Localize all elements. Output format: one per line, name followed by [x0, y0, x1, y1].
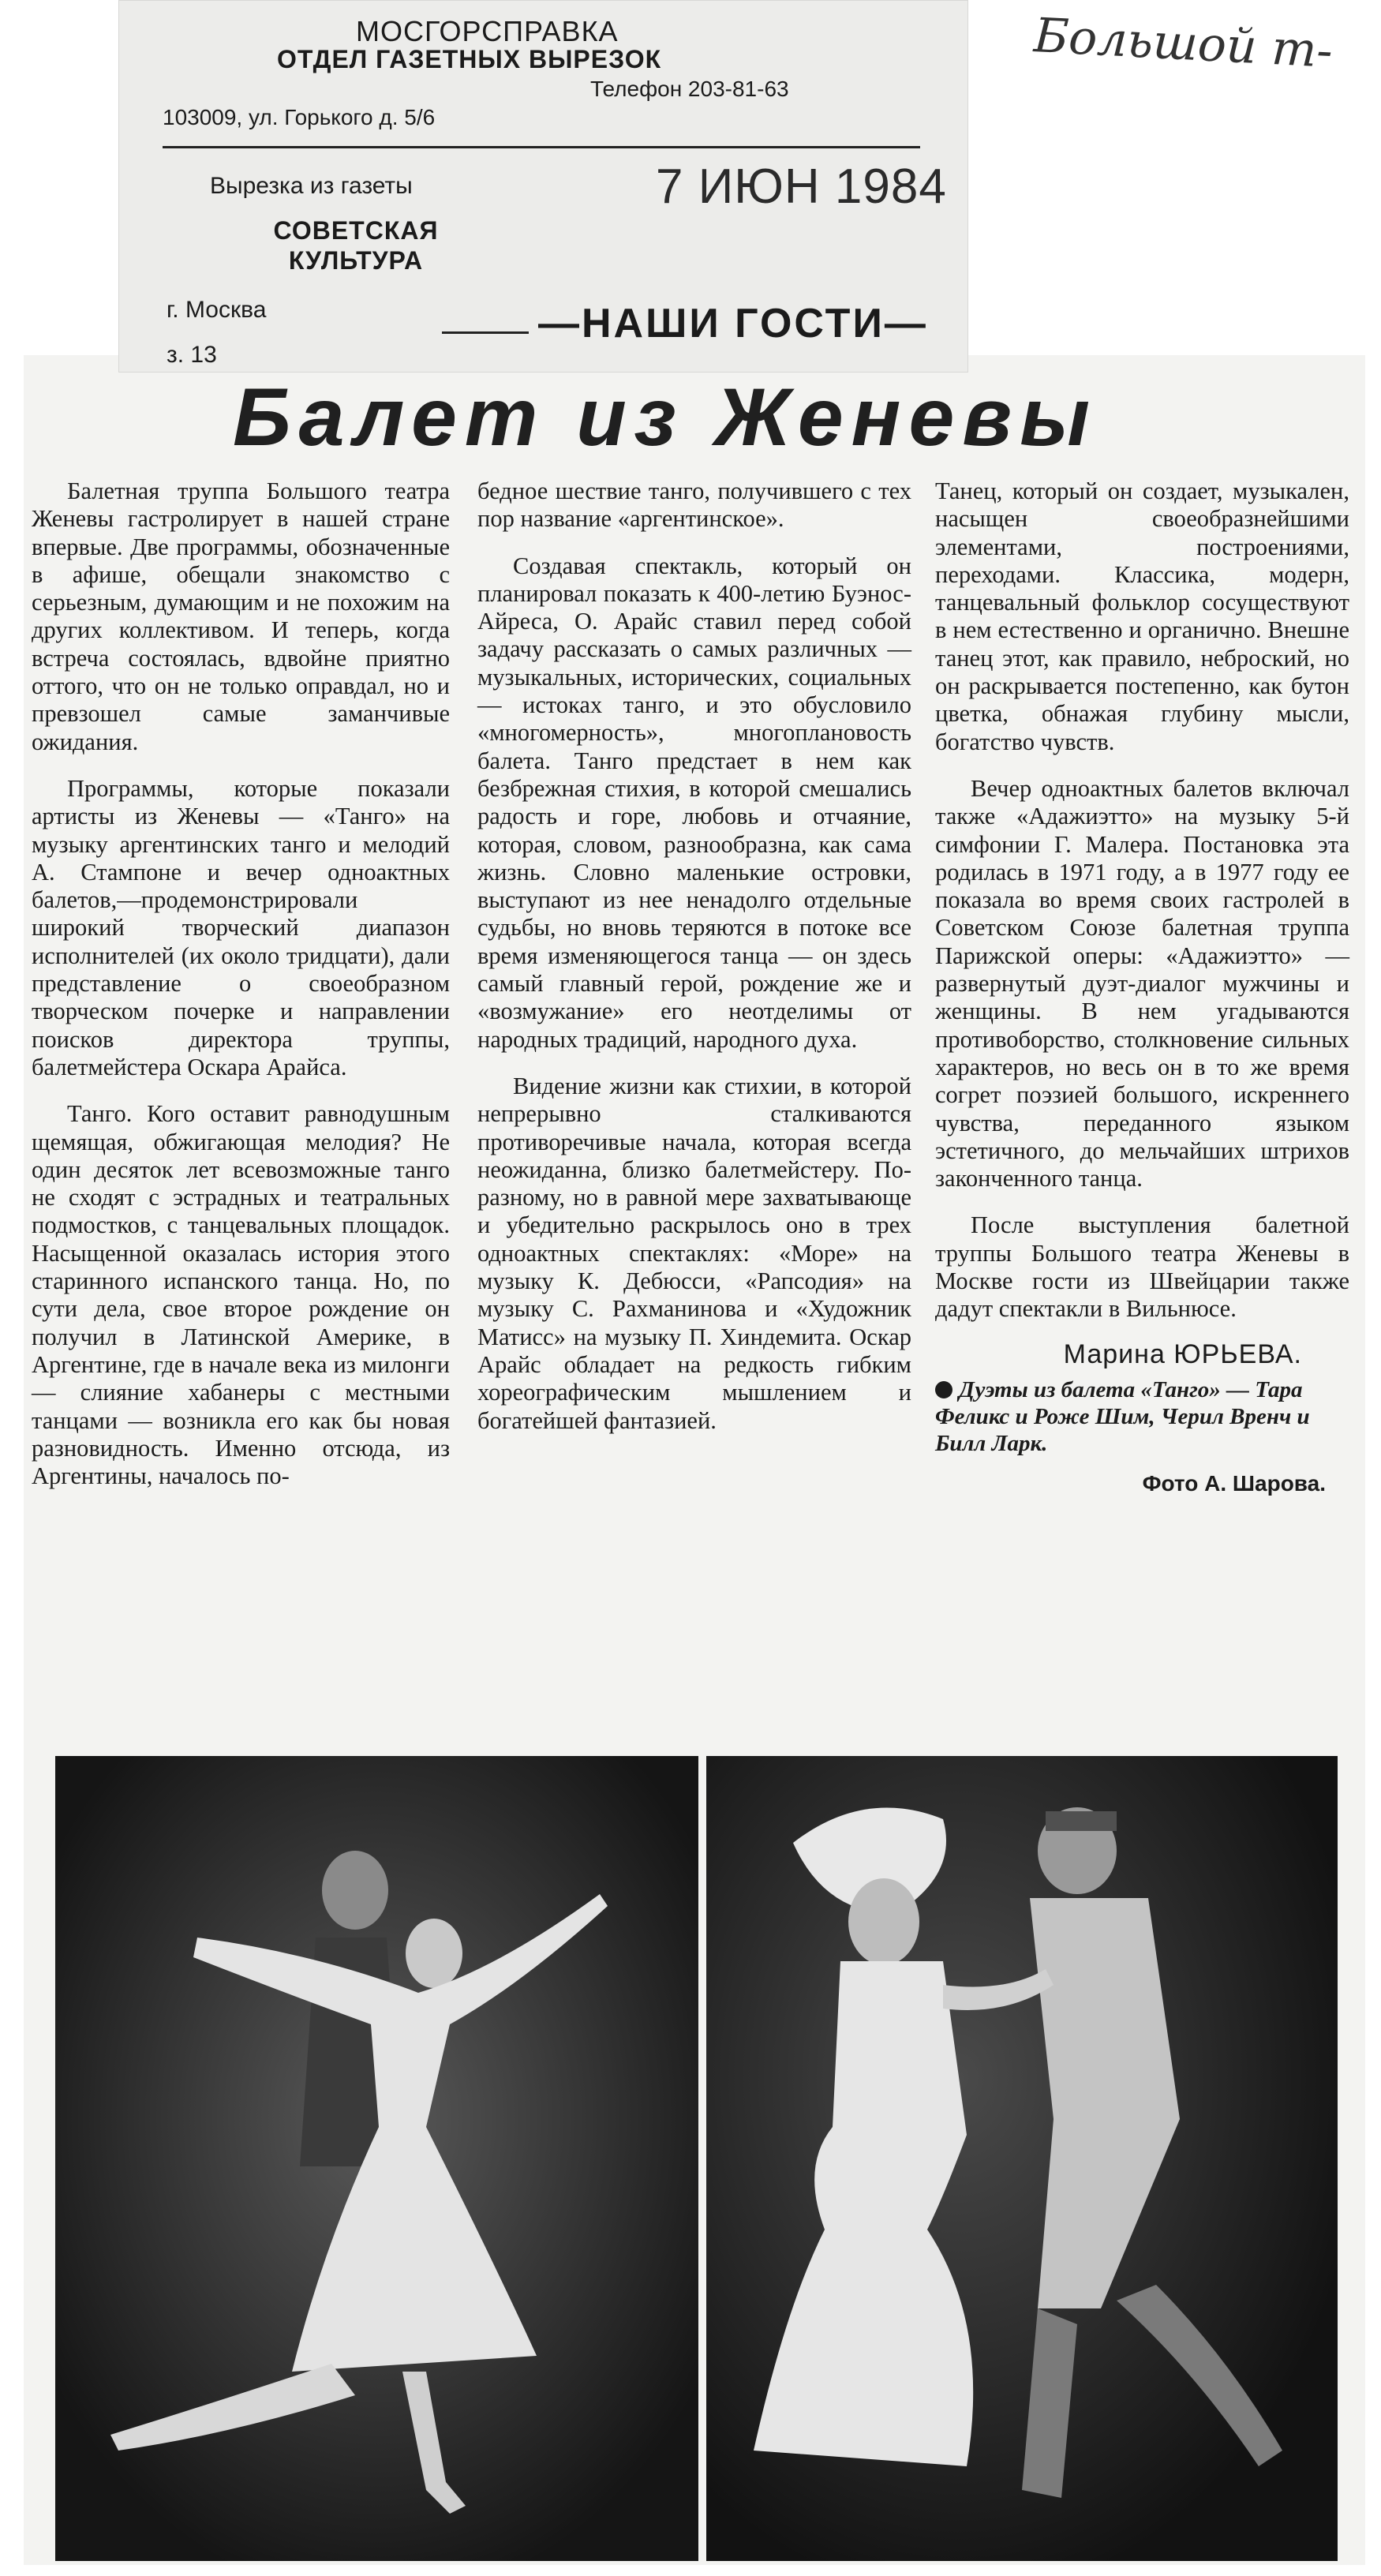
- stamp-city: г. Москва: [167, 297, 267, 323]
- photo-dancers-left: [55, 1756, 698, 2561]
- paragraph: Программы, которые показали артисты из Женевы — «Танго» на музыку аргентинских танго и мелодий А. Стампоне и вечер одноактных балетов,—продемонстрировали широкий творческий диапазон исполнителей (их около тридцати), дали представление о своеобразном творческом почерке и направлении поисков директора труппы, балетмейстера Оскара Арайса.: [32, 774, 450, 1080]
- article-headline: Балет из Женевы: [233, 372, 1098, 463]
- stamp-date: 7 ИЮН 1984: [656, 159, 947, 214]
- paragraph: Вечер одноактных балетов включал также «Адажиэтто» на музыку 5-й симфонии Г. Малера. Постановка эта родилась в 1971 году, а в 1977 году ее показала во время своих гастролей в Советском Союзе балетная труппа Парижской оперы: «Адажиэтто» — развернутый дуэт-диалог мужчины и женщины. В нем угадываются противоборство, столкновение сильных характеров, но весь он в то же время согрет поэзией большого, искреннего чувства, переданного языком эстетичного, до мельчайших штрихов законченного танца.: [935, 774, 1349, 1193]
- stamp-agency: МОСГОРСПРАВКА: [356, 15, 619, 47]
- photo-dancers-right: [706, 1756, 1338, 2561]
- paragraph: Танго. Кого оставит равнодушным щемящая, обжигающая мелодия? Не один десяток лет всевозможные танго не сходят с эстрадных и театральных подмостков, с танцевальных площадок. Насыщенной оказалась история этого старинного испанского танца. Но, по сути дела, свое второе рождение он получил в Латинской Америке, в Аргентине, где в начале века из милонги — слияние хабанеры с местными танцами — возникла его как бы новая разновидность. Именно отсюда, из Аргентины, началось по-: [32, 1100, 450, 1490]
- article-column-2: [477, 477, 911, 1435]
- stamp-newspaper: СОВЕТСКАЯ КУЛЬТУРА: [273, 216, 439, 275]
- photo-credit: Фото А. Шарова.: [1142, 1470, 1326, 1496]
- stamp-address: 103009, ул. Горького д. 5/6: [163, 105, 436, 129]
- paragraph: Балетная труппа Большого театра Женевы гастролирует в нашей стране впервые. Две программы, обозначенные в афише, обещали знакомство с серьезным, думающим и не похожим на других коллективом. И теперь, когда встреча состоялась, вдвойне приятно оттого, что он не только оправдал, но и превзошел самые заманчивые ожидания.: [32, 477, 450, 755]
- article-column-3: [935, 477, 1349, 1497]
- paragraph: бедное шествие танго, получившего с тех пор название «аргентинское».: [477, 477, 911, 533]
- stamp-phone: Телефон 203-81-63: [590, 77, 789, 101]
- paragraph: Танец, который он создает, музыкален, насыщен своеобразнейшими элементами, построениями, переходами. Классика, модерн, танцевальный фольклор сосуществуют в нем естественно и органично. Внешне танец этот, как правило, неброский, но он раскрывается постепенно, как бутон цветка, обнажая глубину мысли, богатство чувств.: [935, 477, 1349, 755]
- stamp-department: ОТДЕЛ ГАЗЕТНЫХ ВЫРЕЗОК: [277, 45, 662, 73]
- paragraph: После выступления балетной труппы Большого театра Женевы в Москве гости из Швейцарии также дадут спектакли в Вильнюсе.: [935, 1211, 1349, 1323]
- stamp-clipping-label: Вырезка из газеты: [210, 173, 413, 199]
- handwritten-note: Большой т-: [1032, 8, 1334, 79]
- article-column-1: [32, 477, 450, 1490]
- author-byline: Марина ЮРЬЕВА.: [1063, 1339, 1302, 1369]
- caption-text: Дуэты из балета «Танго» — Тара Феликс и Роже Шим, Черил Вренч и Билл Ларк.: [935, 1376, 1310, 1456]
- photo-caption: [935, 1376, 1349, 1457]
- paragraph: Видение жизни как стихии, в которой непрерывно сталкиваются противоречивые начала, которая всегда неожиданна, близко балетмейстеру. По-разному, но в равной мере захватывающе и убедительно раскрылось оно в трех одноактных спектаклях: «Море» на музыку К. Дебюсси, «Рапсодия» на музыку С. Рахманинова и «Художник Матисс» на музыку П. Хиндемита. Оскар Арайс обладает на редкость гибким хореографическим мышлением и богатейшей фантазией.: [477, 1072, 911, 1434]
- stamp-divider: [163, 146, 920, 148]
- paragraph: Создавая спектакль, который он планировал показать к 400-летию Буэнос-Айреса, О. Арайс ставил перед собой задачу рассказать о самых различных — музыкальных, исторических, социальных — истоках танго, и это обусловило «многомерность», многоплановость балета. Танго предстает в нем как безбрежная стихия, в которой смешались радость и горе, любовь и отчаяние, которая, словом, разнообразна, как сама жизнь. Словно маленькие островки, выступают из нее ненадолго отдельные судьбы, но вновь теряются в потоке все время изменяющегося танца — он здесь самый главный герой, рождение же и «возмужание» его неотделимы от народных традиций, народного духа.: [477, 552, 911, 1053]
- stamp-issue: з. 13: [167, 342, 217, 368]
- bullet-icon: [935, 1381, 952, 1398]
- dancers-silhouette-2: [706, 1756, 1338, 2561]
- rubric-title: —НАШИ ГОСТИ—: [529, 300, 938, 347]
- dancers-silhouette-1: [55, 1756, 698, 2561]
